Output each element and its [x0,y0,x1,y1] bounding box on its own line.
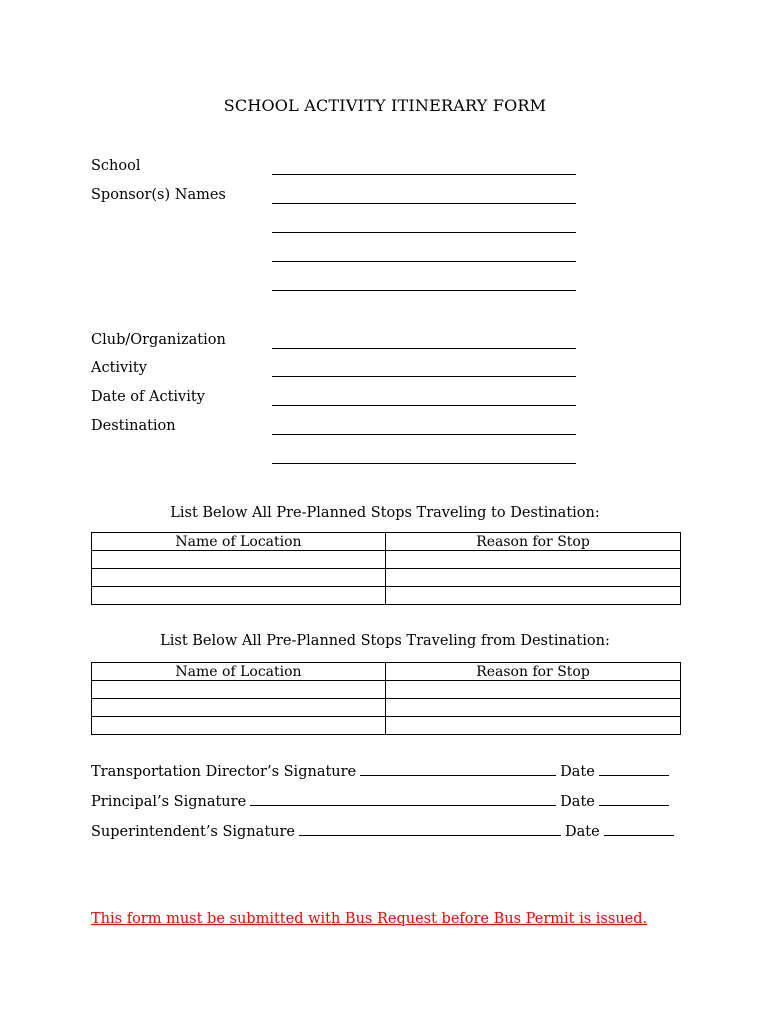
transportation-date-field[interactable] [599,762,669,776]
date-label: Date [560,794,595,810]
table-row [92,569,681,587]
column-header-reason: Reason for Stop [386,663,681,681]
stops-from-caption: List Below All Pre-Planned Stops Traveling from Destination: [160,633,610,649]
table-row [92,681,681,699]
superintendent-signature-row [91,822,678,841]
location-cell[interactable] [92,681,386,699]
table-row [92,587,681,605]
table-row [92,717,681,735]
principal-signature-field[interactable] [250,792,556,806]
sponsor-name-field-4[interactable] [272,290,576,291]
date-of-activity-label: Date of Activity [91,389,205,405]
reason-cell[interactable] [386,699,681,717]
location-cell[interactable] [92,551,386,569]
reason-cell[interactable] [386,587,681,605]
table-header-row [92,533,681,551]
location-cell[interactable] [92,587,386,605]
destination-field-2[interactable] [272,463,576,464]
date-label: Date [565,824,600,840]
principal-date-field[interactable] [599,792,669,806]
principal-signature-row [91,792,673,811]
stops-to-table [91,532,681,605]
table-row [92,551,681,569]
reason-cell[interactable] [386,681,681,699]
submission-notice: This form must be submitted with Bus Request before Bus Permit is issued. [91,911,648,927]
date-of-activity-field[interactable] [272,405,576,406]
table-header-row [92,663,681,681]
superintendent-signature-field[interactable] [299,822,561,836]
superintendent-date-field[interactable] [604,822,674,836]
club-organization-label: Club/Organization [91,332,226,348]
reason-cell[interactable] [386,569,681,587]
destination-field-1[interactable] [272,434,576,435]
sponsor-name-field-1[interactable] [272,203,576,204]
transportation-signature-field[interactable] [360,762,556,776]
column-header-location: Name of Location [92,533,386,551]
location-cell[interactable] [92,699,386,717]
school-label: School [91,158,141,174]
activity-label: Activity [91,360,147,376]
location-cell[interactable] [92,717,386,735]
date-label: Date [560,764,595,780]
club-organization-field[interactable] [272,348,576,349]
superintendent-signature-label: Superintendent’s Signature [91,824,295,840]
table-row [92,699,681,717]
activity-field[interactable] [272,376,576,377]
transportation-signature-label: Transportation Director’s Signature [91,764,357,780]
reason-cell[interactable] [386,551,681,569]
location-cell[interactable] [92,569,386,587]
sponsor-name-field-3[interactable] [272,261,576,262]
sponsors-label: Sponsor(s) Names [91,187,226,203]
principal-signature-label: Principal’s Signature [91,794,247,810]
form-title: SCHOOL ACTIVITY ITINERARY FORM [223,96,547,115]
reason-cell[interactable] [386,717,681,735]
stops-to-caption: List Below All Pre-Planned Stops Traveling to Destination: [170,505,600,521]
school-field[interactable] [272,174,576,175]
stops-from-table [91,662,681,735]
transportation-signature-row [91,762,673,781]
sponsor-name-field-2[interactable] [272,232,576,233]
column-header-location: Name of Location [92,663,386,681]
column-header-reason: Reason for Stop [386,533,681,551]
destination-label: Destination [91,418,176,434]
